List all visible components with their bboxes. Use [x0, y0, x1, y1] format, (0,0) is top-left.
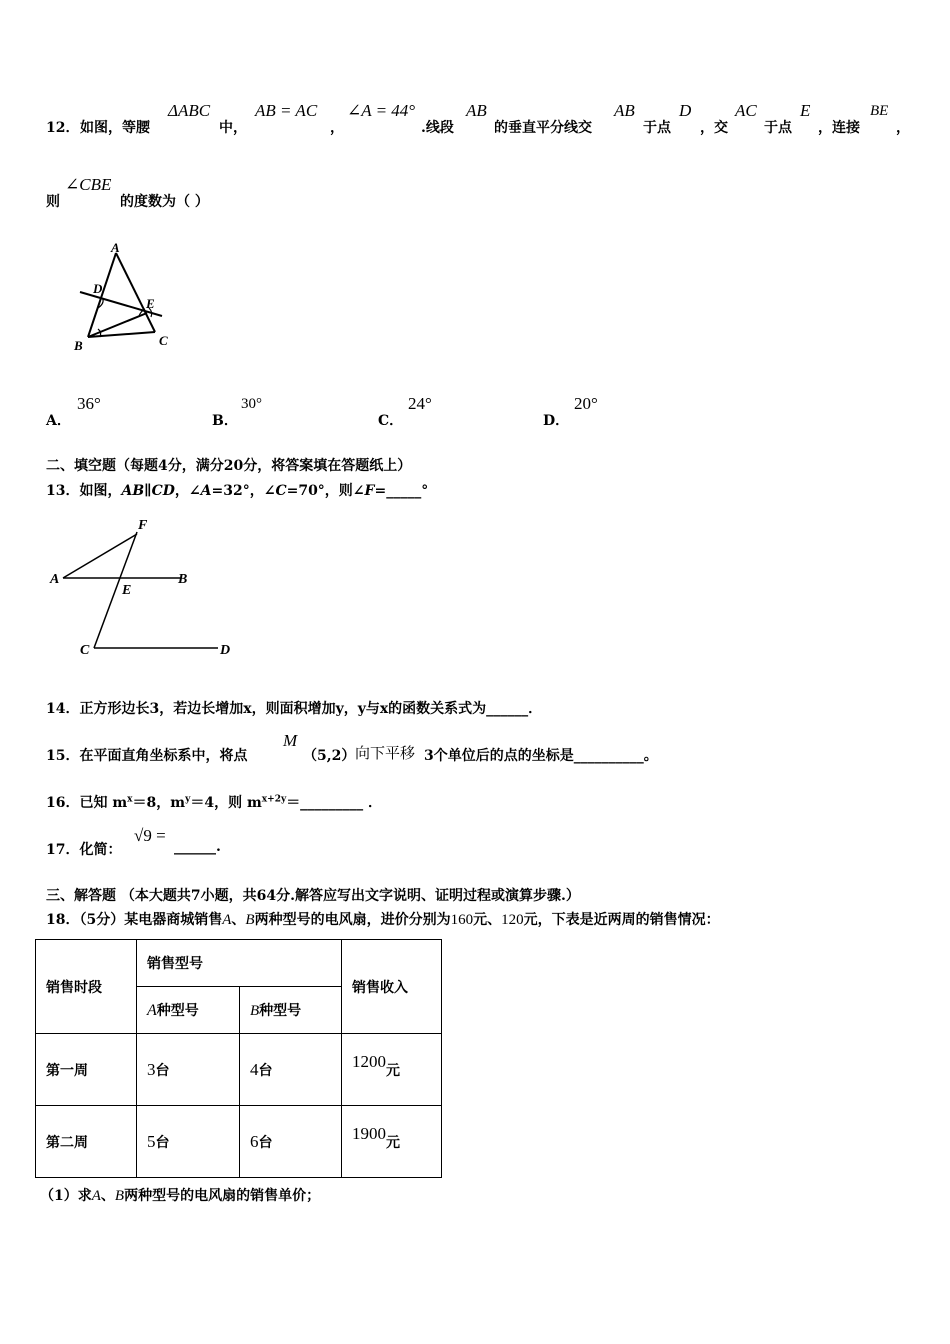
cell-b [240, 1106, 342, 1178]
q15-point: M [283, 731, 298, 750]
q12-math: ΔABC [168, 101, 211, 120]
q12-math: BE [870, 103, 889, 119]
q13-part: =70°，则∠ [286, 483, 365, 499]
row-label: 第二周 [36, 1106, 137, 1178]
q16-part: ＝_________ ． [286, 795, 383, 811]
qty: 6 [250, 1131, 259, 1151]
sales-table [35, 939, 442, 1178]
q12-math: AC [735, 101, 757, 120]
q12-math: AB [466, 101, 487, 120]
label-f: F [138, 518, 148, 533]
unit: 台 [155, 1062, 170, 1079]
model-a-letter: A [147, 1002, 157, 1019]
unit: 台 [258, 1134, 273, 1151]
line-af [63, 534, 137, 578]
option-d-label[interactable]: D． [543, 413, 570, 429]
cell-revenue [342, 1034, 442, 1106]
q15-text: 15．在平面直角坐标系中，将点 [46, 748, 248, 764]
option-b-value: 30° [241, 396, 262, 412]
q12-text: ， [330, 120, 344, 136]
q16-text [46, 792, 382, 812]
cell-b [240, 1034, 342, 1106]
q13-part: A [200, 483, 212, 499]
q16-exponent: y [185, 794, 191, 805]
q12-text: 于点 [764, 120, 792, 136]
q18-part: B [245, 912, 255, 928]
label-d: D [93, 281, 103, 296]
q18-part: A [222, 912, 232, 928]
q18-sub1-part: 、 [100, 1188, 115, 1204]
q12-text: 如图，等腰 [80, 120, 150, 136]
label-e: E [146, 296, 155, 311]
q12-math: ∠A = 44° [347, 101, 416, 120]
q12-text: 则 [46, 194, 60, 210]
q13-text [46, 480, 428, 500]
label-a: A [111, 240, 120, 255]
option-c-label[interactable]: C． [378, 413, 404, 429]
q15-coord: （5,2） [303, 748, 356, 764]
label-b: B [74, 338, 83, 353]
cell-a [137, 1034, 240, 1106]
q15-text: 向下平移 [355, 746, 416, 762]
side-ac [116, 253, 155, 332]
q18-part: 两种型号的电风扇，进价分别为 [254, 912, 451, 928]
q13-part: 13．如图， [46, 483, 122, 499]
unit: 台 [155, 1134, 170, 1151]
q12-text: ， [896, 120, 910, 136]
header-period: 销售时段 [36, 940, 137, 1034]
q13-part: F [364, 483, 375, 499]
table-row [36, 1106, 442, 1178]
model-b-text: 种型号 [259, 1003, 302, 1019]
header-model: 销售型号 [137, 940, 342, 987]
q18-part: 、 [231, 912, 246, 928]
q16-part: ＝4，则 m [190, 795, 262, 811]
q12-text: 的度数为（ ） [120, 194, 209, 210]
label-c: C [159, 333, 168, 348]
header-model-a [137, 987, 240, 1034]
q18-part: 元，下表是近两周的销售情况： [523, 912, 720, 928]
q13-part: =32°，∠ [211, 483, 276, 499]
q12-text: ，连接 [818, 120, 860, 136]
unit: 元 [386, 1062, 400, 1079]
q18-sub1-part: （1）求 [40, 1188, 92, 1204]
q18-part: 18．（5分）某电器商城销售 [46, 912, 223, 928]
label-e: E [122, 583, 132, 598]
qty: 3 [147, 1059, 156, 1079]
q12-math: ∠CBE [65, 175, 112, 194]
label-a: A [50, 572, 60, 587]
table-row [36, 1034, 442, 1106]
label-b: B [178, 572, 188, 587]
q18-part: 元、 [473, 912, 502, 928]
label-d: D [220, 643, 231, 658]
q18-sub1 [40, 1185, 320, 1205]
q13-parallel-figure [40, 512, 240, 662]
q18-sub1-part: 两种型号的电风扇的销售单价； [124, 1188, 321, 1204]
q16-part: 16．已知 m [46, 795, 128, 811]
option-a-label[interactable]: A． [46, 413, 71, 429]
q18-part: 160 [450, 912, 474, 928]
unit: 元 [386, 1134, 400, 1151]
row-label: 第一周 [36, 1034, 137, 1106]
q12-triangle-figure [60, 236, 190, 356]
model-b-letter: B [250, 1003, 260, 1019]
q12-text: 中， [219, 120, 247, 136]
option-a-value: 36° [77, 394, 101, 413]
qty: 5 [147, 1131, 156, 1151]
revenue: 1200 [352, 1051, 386, 1071]
option-d-value: 20° [574, 394, 598, 413]
section-3-heading: 三、解答题 （本大题共7小题，共64分.解答应写出文字说明、证明过程或演算步骤.） [46, 888, 580, 904]
option-b-label[interactable]: B． [212, 413, 238, 429]
unit: 台 [258, 1062, 273, 1079]
q18-text [46, 909, 720, 929]
q17-text: 17．化简： [46, 842, 122, 858]
qty: 4 [250, 1059, 259, 1079]
q12-text: 的垂直平分线交 [494, 120, 592, 136]
q12-math: AB [614, 101, 635, 120]
q13-part: C [275, 483, 287, 499]
cell-a [137, 1106, 240, 1178]
q12-math: AB = AC [255, 101, 318, 120]
q16-exponent: x [127, 794, 133, 805]
model-a-text: 种型号 [156, 1003, 199, 1019]
q12-math: D [679, 101, 692, 120]
q17-sqrt: √9 = [134, 826, 166, 845]
option-c-value: 24° [408, 394, 432, 413]
header-model-b [240, 987, 342, 1034]
q15-text: 3个单位后的点的坐标是__________。 [424, 748, 658, 764]
q16-exponent: x+2y [261, 794, 287, 805]
q16-part: ＝8，m [132, 795, 186, 811]
q13-part: AB∥CD [121, 483, 175, 499]
revenue: 1900 [352, 1123, 386, 1143]
q14-text: 14．正方形边长3，若边长增加x，则面积增加y，y与x的函数关系式为______． [46, 701, 543, 717]
q13-part: =_____° [374, 483, 429, 499]
q18-sub1-part: A [91, 1188, 101, 1204]
cell-revenue [342, 1106, 442, 1178]
q18-sub1-part: B [114, 1188, 125, 1204]
header-revenue: 销售收入 [342, 940, 442, 1034]
q12-math: E [800, 101, 811, 120]
q12-text: ，交 [700, 120, 728, 136]
q18-part: 120 [501, 912, 524, 928]
section-2-heading: 二、填空题（每题4分，满分20分，将答案填在答题纸上） [46, 458, 412, 474]
label-c: C [80, 643, 90, 658]
q12-text: .线段 [421, 120, 454, 136]
q12-number: 12． [46, 120, 80, 136]
q12-text: 于点 [643, 120, 671, 136]
q17-blank: ______. [174, 839, 221, 855]
q13-part: ，∠ [174, 483, 201, 499]
